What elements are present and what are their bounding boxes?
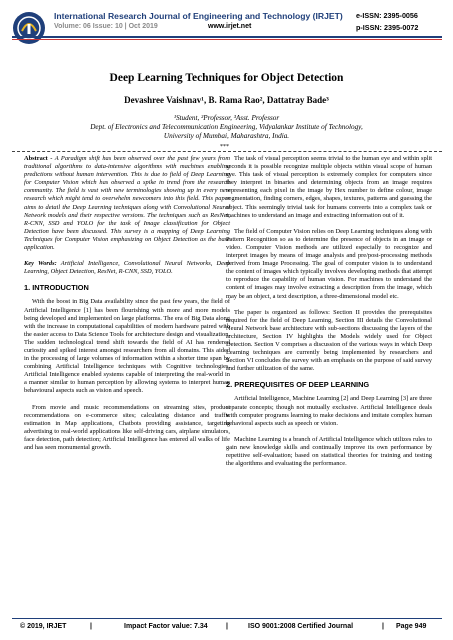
abstract: [24, 155, 230, 252]
section-heading-prerequisites: 2. PREREQUISITES OF DEEP LEARNING: [226, 380, 370, 390]
body-paragraph-1: The task of visual perception seems trivial to the human eye and within split seconds it is possible recognize multiple objects within visual scope of human eye. This task of visual perception is extremely complex for computers since they interpret in binaries and determining objects from an image requires representing each pixel in the image by Hex number to define colour, image segmentation, finding corners, edges, shapes, textures, patterns and guessing the object. This seemingly trivial task for humans converts into a complex task or machines to understand an image and extracting information out of it.: [226, 155, 432, 219]
keywords: [24, 260, 230, 276]
paper-title: Deep Learning Techniques for Object Detection: [109, 72, 344, 84]
header-rule: [12, 36, 442, 38]
journal-name: International Research Journal of Engineering and Technology (IRJET): [54, 11, 343, 21]
separator-stars: ***: [220, 144, 229, 150]
pissn: p-ISSN: 2395-0072: [356, 23, 419, 32]
header-rule-accent: [12, 39, 442, 40]
footer-copyright: © 2019, IRJET: [20, 623, 67, 630]
affiliation-dept: Dept. of Electronics and Telecommunication Engineering, Vidyalankar Institute of Technology,: [90, 123, 363, 131]
footer-separator: |: [90, 623, 92, 630]
footer-iso: ISO 9001:2008 Certified Journal: [248, 623, 354, 630]
footer-separator: |: [226, 623, 228, 630]
section-heading-introduction: 1. INTRODUCTION: [24, 283, 89, 293]
body-paragraph-2: The field of Computer Vision relies on Deep Learning techniques along with Pattern Recognition so as to determine the presence of objects in an image or video. Computer Vision methods are utilized especially to recognize and interpret images by means of image analysis and pre/post-processing methods derived from Image Processing. The goal of computer vision is to understand the content of images which typically involves developing methods that attempt to reproduce the capability of human vision. For machines to understand the content of images may involve extracting a description from the image, which may be an object, a text description, a three-dimensional model etc.: [226, 227, 432, 300]
affiliation-university: University of Mumbai, Maharashtra, India.: [163, 132, 290, 140]
footer-separator: |: [382, 623, 384, 630]
abstract-text: A Paradigm shift has been observed over the past few years from traditional algorithms to data-intensive algorithms with machines enabling predictions without human intervention. This is due to field of Deep Learning for Computer Vision which has observed a spike in trend from the research community. The field is vast with new terminologies showing up in every new research which might tend to overwhelm newcomers into this field. This paper aims to detail the Deep Learning techniques along with Convolutional Neural Network models and their respective versions. The techniques such as ResNet, R-CNN, SSD and YOLO for the task of Image classification for Object Detection have been discussed. This survey is a mapping of Deep Learning Techniques for Computer Vision emphasizing on Object Detection as the base application.: [24, 155, 230, 252]
body-paragraph-5: Machine Learning is a branch of Artificial Intelligence which utilizes rules to gain new knowledge skills and continually improve its own performance by repetitive self-evaluation; based on statistical theories for training and testing the algorithms and evaluating the performance.: [226, 435, 432, 468]
journal-volume: Volume: 06 Issue: 10 | Oct 2019: [54, 23, 158, 30]
journal-url[interactable]: www.irjet.net: [208, 23, 252, 30]
affiliations: [0, 114, 453, 141]
paper-authors: Devashree Vaishnav¹, B. Rama Rao², Dattatray Bade³: [124, 95, 329, 105]
affiliation-roles: ¹Student, ²Professor, ³Asst. Professor: [173, 114, 280, 122]
eissn: e-ISSN: 2395-0056: [356, 11, 418, 20]
body-paragraph-3: The paper is organized as follows: Section II provides the prerequisites required for the field of Deep Learning, Section III details the Convolutional Neural Network base architecture with sub-sections discussing the layers of the architecture, Section IV highlights the Models widely used for Object Detection. Section V comprises a discussion of the various ways in which Deep Learning techniques are currently being implemented by researchers and Section VI concludes the survey with an emphasis on the purpose of said survey and further utilization of the same.: [226, 308, 432, 373]
footer-impact-factor: Impact Factor value: 7.34: [124, 623, 208, 630]
footer-page-number: Page 949: [396, 623, 427, 630]
body-paragraph-4: Artificial Intelligence, Machine Learning [2] and Deep Learning [3] are three separate concepts; though not mutually exclusive. Artificial Intelligence deals with computer programs learning to make decisions and imitate complex human behavioral aspects such as speech or vision.: [226, 395, 432, 427]
intro-paragraph-1: With the boost in Big Data availability since the past few years, the field of Artificial Intelligence [1] has been flourishing with more and more models being developed and implemented on large platforms. The era of Big Data along with the increase in computational capabilities of modern hardware paired with the easier access to Data Science Tools for architecture design and visualization. The sudden technological trend shift towards the field of AI has rendered curiosity and spiked interest amongst researchers from all domains. This aided in the processing of large volumes of information within a shorter time span by combining Artificial Intelligence techniques with Cognitive technologies. Artificial Intelligence enabled systems capable of interpreting the real-world in a manner similar to human perception by allowing systems to interpret human behavioural aspects such as vision and speech.: [24, 298, 230, 395]
left-column: [24, 155, 230, 460]
page-footer: [12, 618, 442, 635]
journal-header: [0, 0, 453, 64]
abstract-label: Abstract -: [24, 155, 55, 162]
keywords-label: Key Words:: [24, 260, 57, 268]
keywords-text: Artificial Intelligence, Convolutional Neural Networks, Deep Learning, Object Detection, ResNet, R-CNN, SSD, YOLO.: [24, 260, 230, 276]
intro-paragraph-2: From movie and music recommendations on streaming sites, product recommendations on e-commerce sites; calculating distance and traffic estimation in Map applications, Chatbots providing assistance, targeting advertising to real-world applications like self-driving cars, airplane simulators, face detection, path detection; Artificial Intelligence has entered all walks of life and has seen monumental growth.: [24, 403, 230, 451]
right-column: [226, 155, 432, 476]
